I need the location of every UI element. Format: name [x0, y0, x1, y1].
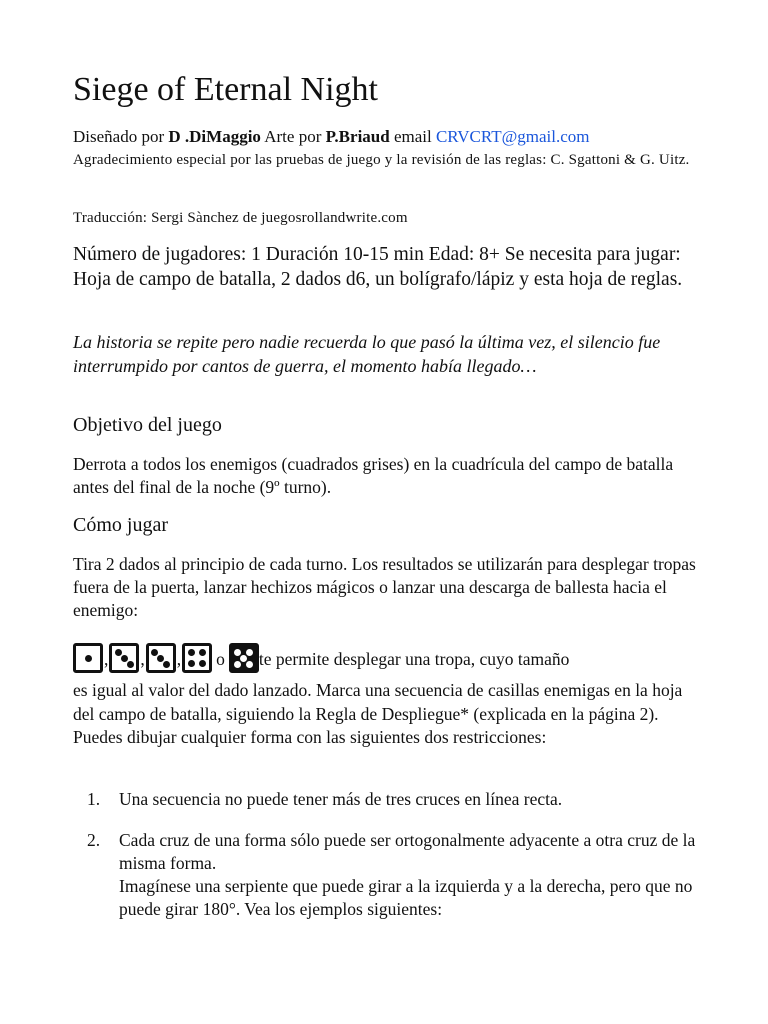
dice-separator: o	[216, 649, 225, 669]
die-face-icon	[146, 643, 176, 673]
die-face-icon	[182, 643, 212, 673]
list-text: Una secuencia no puede tener más de tres cruces en línea recta.	[119, 789, 563, 809]
how-to-play-heading: Cómo jugar	[73, 514, 168, 536]
die-pip	[85, 655, 92, 662]
die-pip	[199, 649, 206, 656]
die-face-icon	[109, 643, 139, 673]
die-pip	[234, 661, 241, 668]
die-pip	[199, 660, 206, 667]
designer-name: D .DiMaggio	[168, 127, 261, 146]
players-info: Número de jugadores: 1 Duración 10-15 min Edad: 8+ Se necesita para jugar: Hoja de campo de batalla, 2 dados d6, un bolígrafo/lápiz y esta hoja de reglas.	[73, 244, 683, 290]
list-text: Cada cruz de una forma sólo puede ser ortogonalmente adyacente a otra cruz de la misma forma.	[119, 830, 696, 873]
dice-separator: ,	[176, 649, 182, 669]
die-face-icon	[229, 643, 259, 673]
die-pip	[121, 655, 128, 662]
die-pip	[163, 661, 170, 668]
document-title: Siege of Eternal Night	[73, 71, 378, 108]
die-pip	[246, 649, 253, 656]
how-to-play-intro: Tira 2 dados al principio de cada turno. Los resultados se utilizarán para desplegar tropas fuera de la puerta, lanzar hechizos mágicos o lanzar una descarga de ballesta hacia el enemigo:	[73, 554, 696, 620]
die-pip	[115, 649, 122, 656]
die-face-icon	[73, 643, 103, 673]
art-by-label: Arte por	[264, 127, 322, 146]
dice-separator: ,	[140, 649, 145, 669]
list-text-block	[119, 829, 709, 921]
email-link[interactable]: CRVCRT@gmail.com	[435, 127, 590, 146]
list-text-extra: Imagínese una serpiente que puede girar a la izquierda y a la derecha, pero que no puede girar 180°. Vea los ejemplos siguientes:	[119, 876, 693, 919]
objective-text: Derrota a todos los enemigos (cuadrados grises) en la cuadrícula del campo de batalla antes del final de la noche (9º turno).	[73, 454, 674, 497]
die-pip	[240, 655, 247, 662]
designed-by-label: Diseñado por	[73, 127, 165, 146]
acknowledgements: Agradecimiento especial por las pruebas de juego y la revisión de las reglas: C. Sgattoni & G. Uitz.	[73, 152, 690, 168]
artist-name: P.Briaud	[325, 127, 390, 146]
list-number: 2.	[87, 830, 101, 850]
die-pip	[234, 649, 241, 656]
die-pip	[188, 660, 195, 667]
list-number: 1.	[87, 789, 101, 809]
die-pip	[127, 661, 134, 668]
objective-heading: Objetivo del juego	[73, 414, 222, 436]
dice-results-row	[73, 637, 703, 673]
deployment-text: es igual al valor del dado lanzado. Marca una secuencia de casillas enemigas en la hoja del campo de batalla, siguiendo la Regla de Despliegue* (explicada en la página 2). Puedes dibujar cualquier forma con las siguientes dos restricciones:	[73, 680, 683, 747]
dice-separator: ,	[104, 649, 109, 669]
die-pip	[151, 649, 158, 656]
story-intro: La historia se repite pero nadie recuerda lo que pasó la última vez, el silencio fue interrumpido por cantos de guerra, el momento había llegado…	[73, 332, 661, 376]
die-pip	[246, 661, 253, 668]
dice-text-lead: te permite desplegar una tropa, cuyo tamaño	[258, 649, 570, 669]
credits-line	[73, 126, 713, 148]
die-pip	[157, 655, 164, 662]
translation-credit: Traducción: Sergi Sànchez de juegosrollandwrite.com	[73, 210, 408, 226]
die-pip	[188, 649, 195, 656]
email-label: email	[393, 127, 432, 146]
